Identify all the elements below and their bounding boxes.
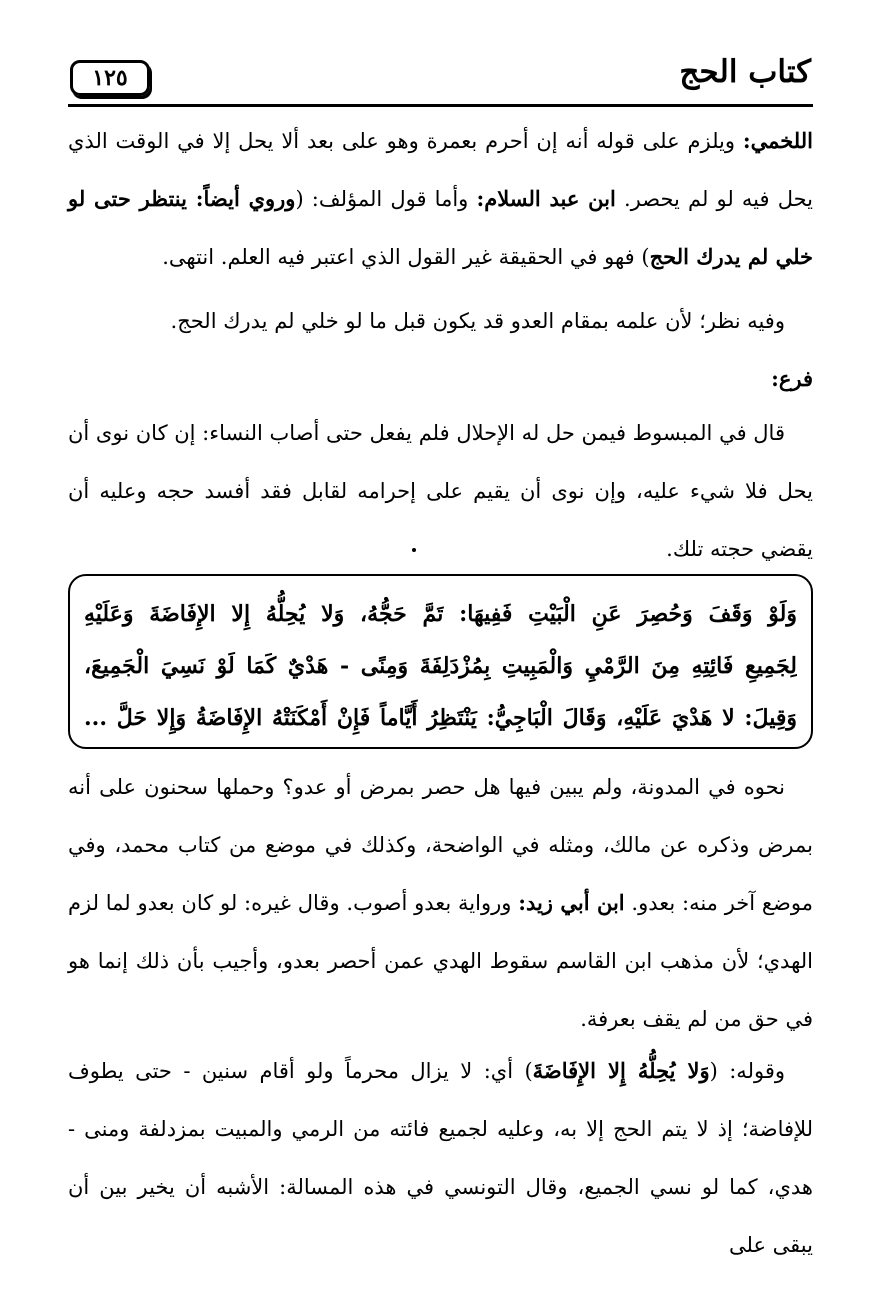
paragraph-text: نحوه في المدونة، ولم يبين فيها هل حصر بمرض أو عدو؟ وحملها سحنون على أنه بمرض وذكره عن مالك، ومثله في الواضحة، وكذلك في موضع من كتاب محمد، وفي موضع آخر منه: بعدو. ابن أبي زيد: ورواية بعدو أصوب. وقال غيره: لو كان بعدو لما لزم الهدي؛ لأن مذهب ابن القاسم سقوط الهدي عمن أحصر بعدو، وأجيب بأن ذلك إنما هو في حق من لم يقف بعرفة. xyxy=(68,775,813,1031)
paragraph-commentary xyxy=(68,1042,813,1274)
scholar-name: ابن أبي زيد: xyxy=(518,890,625,915)
paragraph-text: اللخمي: ويلزم على قوله أنه إن أحرم بعمرة وهو على بعد ألا يحل إلا في الوقت الذي يحل فيه لو لم يحصر. ابن عبد السلام: وأما قول المؤلف: (وروي أيضاً: ينتظر حتى لو خلي لم يدرك الحج) فهو في الحقيقة غير القول الذي اعتبر فيه العلم. انتهى. xyxy=(68,128,814,269)
quoted-text: وَلا يُحِلُّهُ إِلا الإِفَاضَةَ xyxy=(532,1058,710,1083)
paragraph-mabsut xyxy=(68,404,813,578)
scholar-name: اللخمي: xyxy=(742,128,813,153)
page-header xyxy=(68,48,813,107)
page-number-badge xyxy=(70,60,150,96)
matn-quote-box xyxy=(68,574,813,749)
quote-line: لِجَمِيعِ فَائِتِهِ مِنَ الرَّمْيِ وَالْمَبِيتِ بِمُزْدَلِفَةَ وَمِنًى - هَدْيٌ كَمَا لَوْ نَسِيَ الْجَمِيعَ، xyxy=(84,653,797,679)
paragraph-text: قال في المبسوط فيمن حل له الإحلال فلم يفعل حتى أصاب النساء: إن كان نوى أن يحل فلا شيء عليه، وإن نوى أن يقيم على إحرامه لقابل فقد أفسد حجه وعليه أن يقضي حجته تلك. xyxy=(68,421,813,561)
paragraph-lakhmi xyxy=(68,112,813,286)
section-heading: فرع: xyxy=(771,366,813,391)
quote-line: وَقِيلَ: لا هَدْيَ عَلَيْهِ، وَقَالَ الْبَاجِيُّ: يَنْتَظِرُ أَيَّاماً فَإِنْ أَمْكَنَتْهُ الإِفَاضَةُ وَإِلا حَلَّ ... xyxy=(84,705,797,731)
paragraph-objection xyxy=(68,292,813,350)
page-number: ١٢٥ xyxy=(92,65,128,91)
paragraph-text: وفيه نظر؛ لأن علمه بمقام العدو قد يكون قبل ما لو خلي لم يدرك الحج. xyxy=(170,309,785,333)
quote-line: وَلَوْ وَقَفَ وَحُصِرَ عَنِ الْبَيْتِ فَفِيهَا: تَمَّ حَجُّهُ، وَلا يُحِلُّهُ إِلا الإِفَاضَةَ وَعَلَيْهِ xyxy=(84,601,797,627)
quoted-text: وروي أيضاً: ينتظر حتى لو خلي لم يدرك الحج xyxy=(68,186,813,269)
paragraph-text: وقوله: (وَلا يُحِلُّهُ إِلا الإِفَاضَةَ) أي: لا يزال محرماً ولو أقام سنين - حتى يطوف للإفاضة؛ إذ لا يتم الحج إلا به، وعليه لجميع فائته من الرمي والمبيت بمزدلفة ومنى - هدي، كما لو نسي الجميع، وقال التونسي في هذه المسالة: الأشبه أن يخير بين أن يبقى على xyxy=(68,1058,813,1257)
scholar-name: ابن عبد السلام: xyxy=(476,186,616,211)
section-heading-block xyxy=(68,350,813,408)
paragraph-mudawwana xyxy=(68,758,813,1048)
running-title: كتاب الحج xyxy=(679,54,811,90)
stray-dot xyxy=(412,548,416,552)
